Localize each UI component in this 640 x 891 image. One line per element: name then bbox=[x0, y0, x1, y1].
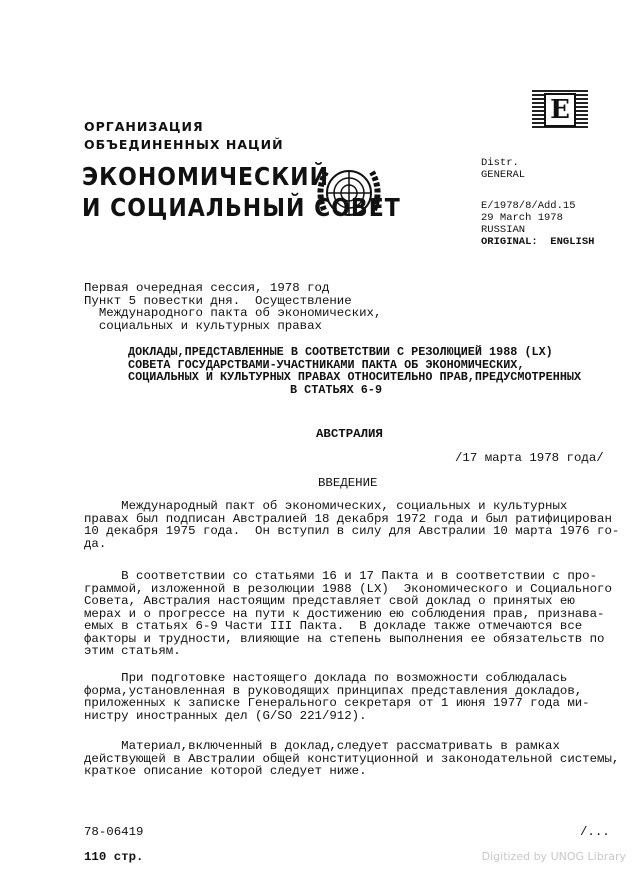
paragraph-line: факторы и трудности, влияющие на степень выполнения ее обязательств по bbox=[84, 631, 605, 646]
continuation-mark: /... bbox=[580, 825, 610, 839]
title-line: СОВЕТА ГОСУДАРСТВАМИ-УЧАСТНИКАМИ ПАКТА ОБ ЭКОНОМИЧЕСКИХ, bbox=[128, 357, 525, 372]
title-line: В СТАТЬЯХ 6-9 bbox=[290, 382, 383, 397]
paragraph-line: да. bbox=[84, 536, 107, 551]
digitization-watermark: Digitized by UNOG Library bbox=[481, 850, 626, 863]
paragraph-line: Международный пакт об экономических, социальных и культурных bbox=[84, 499, 568, 513]
title-line: СОЦИАЛЬНЫХ И КУЛЬТУРНЫХ ПРАВАХ ОТНОСИТЕЛЬНО ПРАВ,ПРЕДУСМОТРЕННЫХ bbox=[128, 370, 582, 384]
paragraph bbox=[84, 570, 612, 658]
original-language: ORIGINAL: ENGLISH bbox=[481, 236, 595, 248]
session-line: Пункт 5 повестки дня. Осуществление bbox=[84, 293, 352, 308]
document-date: 29 March 1978 bbox=[481, 212, 563, 224]
paragraph-line: емых в статьях 6-9 Части III Пакта. В докладе также отмечаются все bbox=[84, 619, 583, 633]
paragraph-line: граммой, изложенной в резолюции 1988 (LX) Экономического и Социального bbox=[84, 581, 612, 596]
paragraph bbox=[84, 740, 619, 778]
paragraph-line: мерах и о прогрессе на пути к достижению ею соблюдения прав, признава- bbox=[84, 606, 605, 621]
council-line-1: ЭКОНОМИЧЕСКИЙ bbox=[82, 163, 330, 192]
paragraph-line: приложенных к записке Генерального секретаря от 1 июня 1977 года ми- bbox=[84, 696, 590, 710]
document-symbol: E/1978/8/Add.15 bbox=[481, 200, 576, 212]
paragraph-line: При подготовке настоящего доклада по возможности соблюдалась bbox=[84, 671, 568, 685]
session-line: социальных и культурных правах bbox=[84, 318, 322, 333]
section-heading: ВВЕДЕНИЕ bbox=[318, 476, 378, 490]
paragraph-line: этим статьям. bbox=[84, 644, 181, 658]
paragraph-line: Материал,включенный в доклад,следует рассматривать в рамках bbox=[84, 739, 560, 753]
document-title bbox=[128, 346, 608, 396]
paragraph-line: действующей в Австралии общей конституционной и законодательной системы, bbox=[84, 751, 620, 766]
report-date: /17 марта 1978 года/ bbox=[455, 451, 604, 465]
paragraph bbox=[84, 672, 590, 722]
document-language: RUSSIAN bbox=[481, 224, 526, 236]
session-line: Международного пакта об экономических, bbox=[84, 306, 382, 320]
distribution: GENERAL bbox=[481, 169, 526, 181]
org-line-1: ОРГАНИЗАЦИЯ bbox=[84, 119, 204, 134]
council-line-2: И СОЦИАЛЬНЫЙ СОВЕТ bbox=[82, 194, 401, 223]
language-badge-letter: E bbox=[544, 93, 576, 127]
paragraph-line: форма,установленная в руководящих принципах представления докладов, bbox=[84, 683, 583, 698]
language-badge bbox=[532, 90, 588, 130]
paragraph bbox=[84, 500, 619, 550]
paragraph-line: Совета, Австралия настоящим представляет свой доклад о принятых ею bbox=[84, 594, 575, 608]
distr-label: Distr. bbox=[481, 157, 519, 169]
paragraph-line: правах был подписан Австралией 18 декабря 1972 года и был ратифицирован bbox=[84, 511, 612, 526]
paragraph-line: 10 декабря 1975 года. Он вступил в силу для Австралии 10 марта 1976 го- bbox=[84, 524, 620, 538]
title-line: ДОКЛАДЫ,ПРЕДСТАВЛЕННЫЕ В СООТВЕТСТВИИ С РЕЗОЛЮЦИЕЙ 1988 (LX) bbox=[128, 345, 553, 359]
page-count: 110 стр. bbox=[84, 850, 144, 864]
paragraph-line: В соответствии со статьями 16 и 17 Пакта и в соответствии с про- bbox=[84, 569, 598, 583]
session-info bbox=[84, 282, 381, 332]
document-metadata bbox=[481, 157, 594, 248]
organization-name bbox=[84, 118, 284, 154]
org-line-2: ОБЪЕДИНЕННЫХ НАЦИЙ bbox=[84, 137, 284, 152]
un-emblem-icon bbox=[316, 160, 382, 226]
country-heading: АВСТРАЛИЯ bbox=[316, 427, 383, 441]
session-line: Первая очередная сессия, 1978 год bbox=[84, 281, 330, 295]
job-number: 78-06419 bbox=[84, 825, 144, 839]
paragraph-line: краткое описание которой следует ниже. bbox=[84, 764, 367, 778]
paragraph-line: нистру иностранных дел (G/SO 221/912). bbox=[84, 708, 367, 723]
